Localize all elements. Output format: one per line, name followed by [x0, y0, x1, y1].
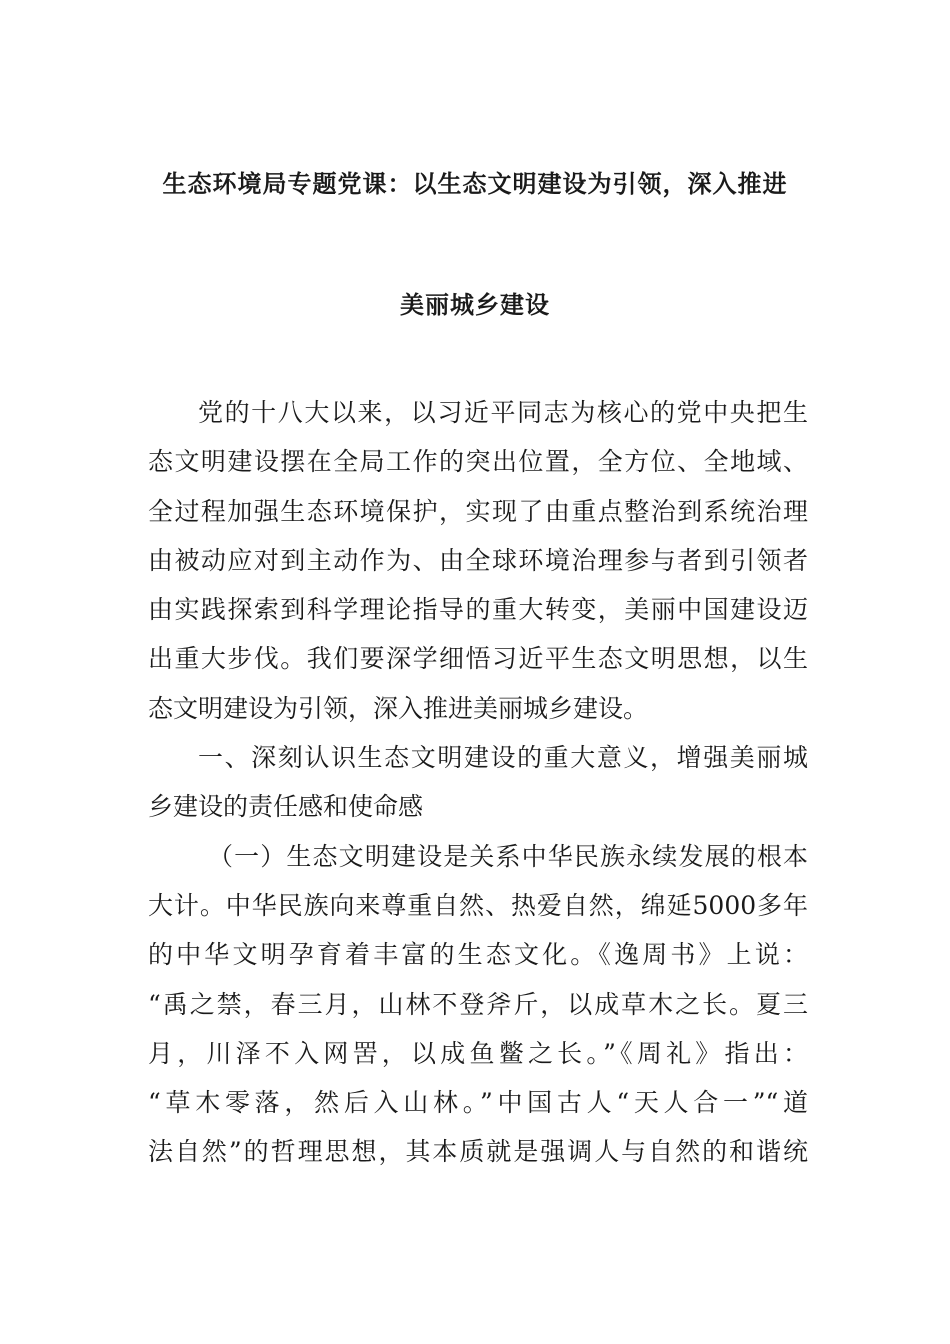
paragraph-line: 月，川泽不入网罟，以成鱼鳖之长。”《周礼》指出：: [148, 1038, 808, 1068]
paragraph-line: 态文明建设摆在全局工作的突出位置，全方位、全地域、: [148, 447, 808, 477]
paragraph-line: “禹之禁，春三月，山林不登斧斤，以成草木之长。夏三: [148, 989, 808, 1019]
paragraph-line: 由实践探索到科学理论指导的重大转变，美丽中国建设迈: [148, 595, 808, 625]
section-heading-line: 一、深刻认识生态文明建设的重大意义，增强美丽城: [198, 743, 808, 773]
paragraph-line: 态文明建设为引领，深入推进美丽城乡建设。: [148, 693, 649, 723]
paragraph-line: 的中华文明孕育着丰富的生态文化。《逸周书》上说：: [148, 940, 808, 970]
paragraph-line: “草木零落，然后入山林。”中国古人“天人合一”“道: [148, 1088, 808, 1118]
paragraph-line: （一）生态文明建设是关系中华民族永续发展的根本: [208, 841, 808, 871]
paragraph-line: 大计。中华民族向来尊重自然、热爱自然，绵延5000多年: [148, 890, 808, 920]
paragraph-line: 全过程加强生态环境保护，实现了由重点整治到系统治理: [148, 496, 808, 526]
paragraph-line: 出重大步伐。我们要深学细悟习近平生态文明思想，以生: [148, 644, 808, 674]
document-body: [148, 388, 808, 1177]
paragraph-line: 党的十八大以来，以习近平同志为核心的党中央把生: [198, 398, 808, 427]
paragraph-line: 由被动应对到主动作为、由全球环境治理参与者到引领者: [148, 545, 808, 575]
section-heading-line: 乡建设的责任感和使命感: [148, 792, 424, 822]
paragraph-line: 法自然”的哲理思想，其本质就是强调人与自然的和谐统: [148, 1137, 808, 1167]
document-title-line-2: 美丽城乡建设: [400, 291, 550, 319]
document-title-line-1: 生态环境局专题党课：以生态文明建设为引领，深入推进: [162, 170, 788, 198]
